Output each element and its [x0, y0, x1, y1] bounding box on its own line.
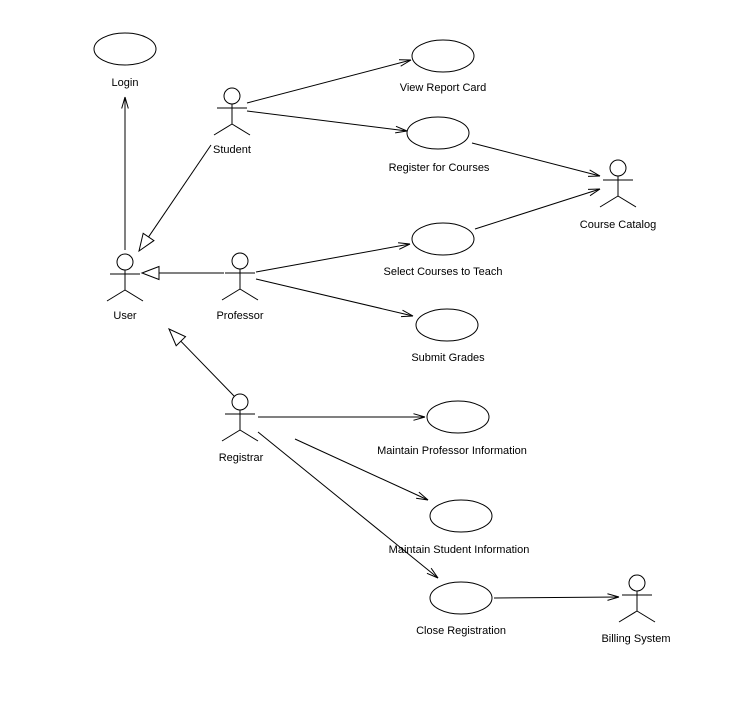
use-case-label: Select Courses to Teach [383, 266, 503, 278]
arrowhead-icon [398, 243, 410, 244]
actor-label: Registrar [218, 452, 264, 464]
actor-left-leg-icon [600, 196, 618, 207]
association-line [247, 111, 407, 131]
use-case-label: Submit Grades [411, 352, 485, 364]
use-case-register-for-courses [389, 117, 490, 174]
use-case-submit-grades [411, 309, 485, 364]
arrowhead-icon [590, 189, 600, 196]
generalization-arrowhead-icon [142, 267, 159, 280]
actor-label: Student [213, 144, 251, 156]
use-case-ellipse [412, 40, 474, 72]
use-case-ellipse [430, 500, 492, 532]
use-case-login [94, 33, 156, 89]
edge-close-registration-to-billing-system [494, 594, 619, 601]
arrowhead-icon [395, 131, 407, 133]
use-case-ellipse [412, 223, 474, 255]
use-case-ellipse [430, 582, 492, 614]
association-line [472, 143, 600, 176]
use-case-close-registration [416, 582, 506, 637]
use-case-maintain-professor-information [377, 401, 527, 457]
actor-professor [216, 253, 263, 322]
actor-right-leg-icon [618, 196, 636, 207]
association-line [256, 279, 413, 316]
use-case-label: Close Registration [416, 625, 506, 637]
generalization-arrowhead-icon [139, 233, 154, 251]
actor-label: User [113, 310, 137, 322]
actor-head-icon [629, 575, 645, 591]
actor-right-leg-icon [125, 290, 143, 301]
generalization-line [181, 341, 235, 397]
arrowhead-icon [607, 594, 619, 597]
use-case-ellipse [416, 309, 478, 341]
actor-left-leg-icon [222, 289, 240, 300]
association-line [494, 597, 619, 598]
actor-right-leg-icon [240, 430, 258, 441]
actor-head-icon [610, 160, 626, 176]
use-case-view-report-card [400, 40, 487, 94]
actor-left-leg-icon [107, 290, 125, 301]
actor-registrar [219, 394, 264, 464]
edge-register-for-courses-to-course-catalog [472, 143, 600, 176]
edge-professor-to-user [142, 267, 224, 280]
actor-right-leg-icon [637, 611, 655, 622]
use-case-label: Maintain Student Information [388, 544, 530, 556]
actor-left-leg-icon [619, 611, 637, 622]
actor-billing-system [601, 575, 670, 645]
actor-head-icon [224, 88, 240, 104]
actor-label: Billing System [601, 633, 671, 645]
actor-label: Course Catalog [579, 219, 657, 231]
use-case-label: View Report Card [399, 82, 487, 94]
edge-student-to-user [139, 145, 211, 251]
edge-student-to-register-for-courses [247, 111, 407, 133]
actor-left-leg-icon [222, 430, 240, 441]
actor-label: Professor [216, 310, 264, 322]
actor-right-leg-icon [232, 124, 250, 135]
arrowhead-icon [401, 316, 413, 317]
use-case-ellipse [427, 401, 489, 433]
actor-right-leg-icon [240, 289, 258, 300]
use-case-label: Login [111, 77, 139, 89]
actor-user [107, 254, 143, 322]
actor-head-icon [232, 253, 248, 269]
edge-registrar-to-user [169, 329, 235, 397]
use-case-label: Register for Courses [388, 162, 490, 174]
actor-student [213, 88, 251, 156]
use-case-label: Maintain Professor Information [377, 445, 527, 457]
use-case-maintain-student-information [389, 500, 530, 556]
actor-head-icon [232, 394, 248, 410]
edge-registrar-to-maintain-professor-information [258, 414, 425, 421]
generalization-line [149, 145, 211, 237]
association-line [247, 60, 411, 103]
edge-student-to-view-report-card [247, 60, 411, 103]
actor-left-leg-icon [214, 124, 232, 135]
use-case-ellipse [94, 33, 156, 65]
actor-head-icon [117, 254, 133, 270]
edge-user-to-login [122, 97, 129, 250]
use-case-select-courses-to-teach [383, 223, 502, 278]
use-case-ellipse [407, 117, 469, 149]
edge-professor-to-submit-grades [256, 279, 413, 317]
